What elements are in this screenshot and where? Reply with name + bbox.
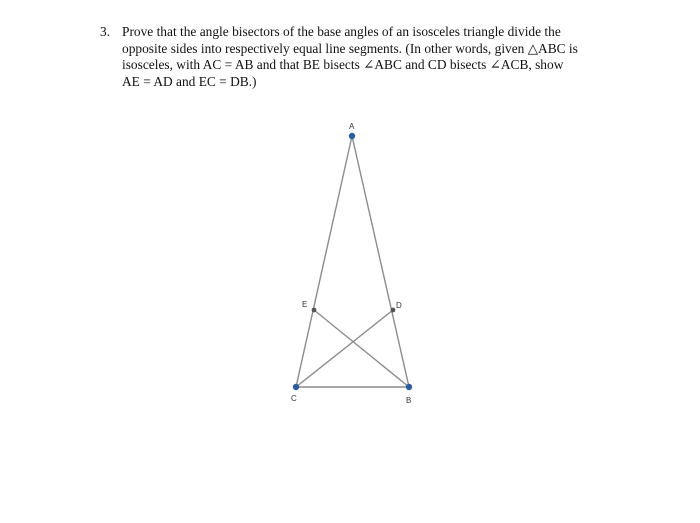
point-b bbox=[406, 384, 412, 390]
label-b: B bbox=[406, 396, 412, 405]
point-c bbox=[293, 384, 299, 390]
point-d bbox=[391, 308, 396, 313]
problem-line-3: isosceles, with AC = AB and that BE bisects ∠ABC and CD bisects ∠ACB, show bbox=[122, 57, 564, 72]
side-ab bbox=[352, 136, 409, 387]
problem-line-4: AE = AD and EC = DB.) bbox=[122, 73, 257, 89]
point-e bbox=[312, 308, 317, 313]
label-c: C bbox=[291, 394, 297, 403]
problem-line-2: opposite sides into respectively equal line segments. (In other words, given △ABC is bbox=[122, 40, 578, 56]
problem-line-1: Prove that the angle bisectors of the base angles of an isosceles triangle divide the bbox=[122, 24, 561, 39]
label-e: E bbox=[302, 300, 308, 309]
label-a: A bbox=[349, 122, 355, 131]
label-d: D bbox=[396, 301, 402, 310]
point-a bbox=[349, 133, 355, 139]
problem-number: 3. bbox=[100, 24, 111, 39]
